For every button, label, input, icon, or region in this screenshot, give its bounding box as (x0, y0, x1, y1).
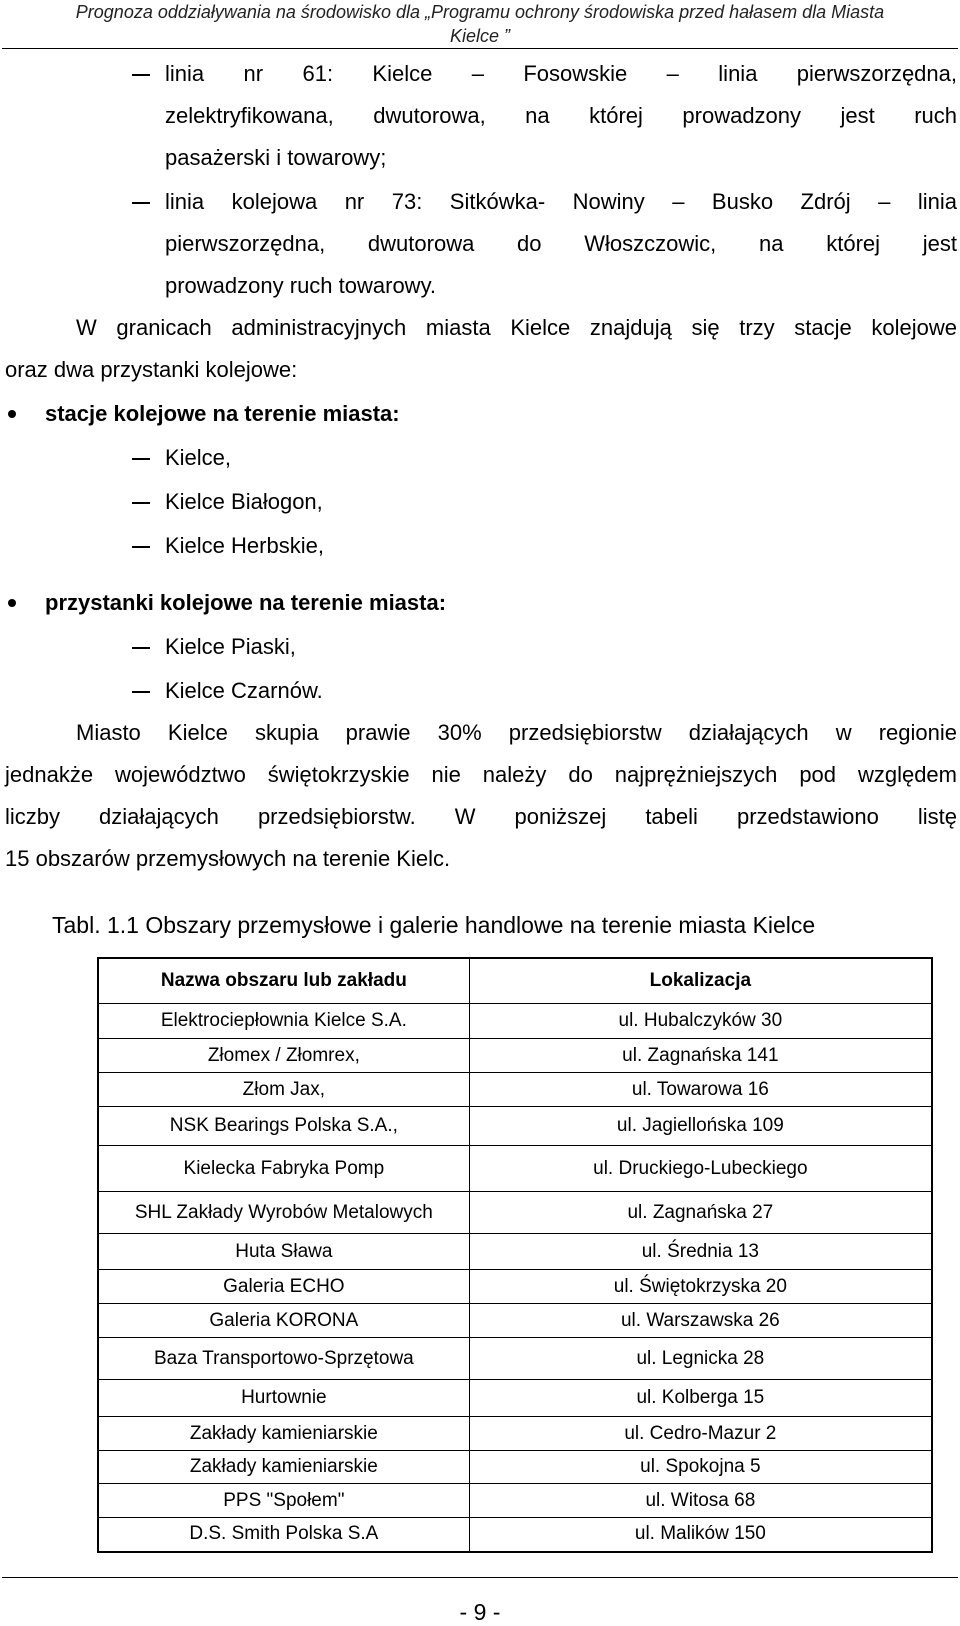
dash-marker (132, 202, 150, 204)
table-row (98, 1146, 932, 1192)
dash-marker (132, 74, 150, 76)
table-row (98, 1338, 932, 1380)
rail-line-1-text-3: pasażerski i towarowy; (165, 145, 387, 170)
table-caption: Tabl. 1.1 Obszary przemysłowe i galerie handlowe na terenie miasta Kielce (52, 912, 816, 938)
dash-marker (132, 647, 150, 649)
cell-name: NSK Bearings Polska S.A., (98, 1107, 469, 1146)
cell-name: Galeria ECHO (98, 1270, 469, 1304)
table-row (98, 1451, 932, 1484)
paragraph-1-line-1: W granicach administracyjnych miasta Kielce znajdują się trzy stacje kolejowe (76, 315, 957, 340)
table-row (98, 1270, 932, 1304)
cell-location: ul. Spokojna 5 (469, 1451, 932, 1484)
cell-location: ul. Kolberga 15 (469, 1380, 932, 1417)
cell-location: ul. Świętokrzyska 20 (469, 1270, 932, 1304)
cell-name: Zakłady kamieniarskie (98, 1451, 469, 1484)
paragraph-2-line-1: Miasto Kielce skupia prawie 30% przedsiębiorstw działających w regionie (76, 720, 957, 745)
page-header (0, 0, 960, 48)
column-header-location: Lokalizacja (469, 958, 932, 1004)
rail-line-1-text-2: zelektryfikowana, dwutorowa, na której prowadzony jest ruch (165, 103, 957, 128)
table-row (98, 1073, 932, 1107)
station-item: Kielce Białogon, (165, 489, 323, 514)
cell-name: Elektrociepłownia Kielce S.A. (98, 1004, 469, 1039)
cell-name: Hurtownie (98, 1380, 469, 1417)
cell-location: ul. Cedro-Mazur 2 (469, 1417, 932, 1451)
cell-location: ul. Jagiellońska 109 (469, 1107, 932, 1146)
cell-location: ul. Średnia 13 (469, 1234, 932, 1270)
paragraph-2-line-3: liczby działających przedsiębiorstw. W poniższej tabeli przedstawiono listę (5, 804, 957, 829)
cell-location: ul. Malików 150 (469, 1518, 932, 1552)
paragraph-2-line-2: jednakże województwo świętokrzyskie nie należy do najprężniejszych pod względem (5, 762, 957, 787)
cell-name: Galeria KORONA (98, 1304, 469, 1338)
header-line-2: Kielce ” (449, 26, 511, 46)
rail-line-2-text-3: prowadzony ruch towarowy. (165, 273, 437, 298)
dash-marker (132, 546, 150, 548)
cell-name: Złom Jax, (98, 1073, 469, 1107)
page-number: - 9 - (459, 1599, 501, 1625)
table-row (98, 1304, 932, 1338)
table-header-row (98, 958, 932, 1004)
table-row (98, 1417, 932, 1451)
cell-location: ul. Zagnańska 27 (469, 1192, 932, 1234)
cell-location: ul. Zagnańska 141 (469, 1039, 932, 1073)
rail-line-2-text-2: pierwszorzędna, dwutorowa do Włoszczowic, na której jest (165, 231, 957, 256)
dash-marker (132, 502, 150, 504)
table-row (98, 1039, 932, 1073)
rail-line-2-text-1: linia kolejowa nr 73: Sitkówka- Nowiny – Busko Zdrój – linia (165, 189, 957, 214)
column-header-name: Nazwa obszaru lub zakładu (98, 958, 469, 1004)
table-row (98, 1518, 932, 1552)
stations-heading: stacje kolejowe na terenie miasta: (45, 401, 400, 426)
table-row (98, 1380, 932, 1417)
cell-location: ul. Witosa 68 (469, 1484, 932, 1518)
table-row (98, 1484, 932, 1518)
table-row (98, 1192, 932, 1234)
table-row (98, 1107, 932, 1146)
cell-name: PPS "Społem" (98, 1484, 469, 1518)
stop-item: Kielce Czarnów. (165, 678, 323, 703)
cell-name: Kielecka Fabryka Pomp (98, 1146, 469, 1192)
paragraph-1-line-2: oraz dwa przystanki kolejowe: (5, 357, 298, 382)
footer-rule (2, 1577, 958, 1578)
table-row (98, 1004, 932, 1039)
stop-item: Kielce Piaski, (165, 634, 296, 659)
paragraph-2-line-4: 15 obszarów przemysłowych na terenie Kielc. (5, 846, 451, 871)
cell-name: Zakłady kamieniarskie (98, 1417, 469, 1451)
cell-name: Huta Sława (98, 1234, 469, 1270)
industrial-areas-table (97, 957, 933, 1553)
cell-location: ul. Druckiego-Lubeckiego (469, 1146, 932, 1192)
dash-marker (132, 458, 150, 460)
cell-name: D.S. Smith Polska S.A (98, 1518, 469, 1552)
bullet-icon (8, 599, 16, 607)
station-item: Kielce Herbskie, (165, 533, 324, 558)
cell-location: ul. Towarowa 16 (469, 1073, 932, 1107)
cell-name: SHL Zakłady Wyrobów Metalowych (98, 1192, 469, 1234)
stops-heading: przystanki kolejowe na terenie miasta: (45, 590, 447, 615)
dash-marker (132, 691, 150, 693)
rail-line-1-text-1: linia nr 61: Kielce – Fosowskie – linia pierwszorzędna, (165, 61, 957, 86)
table-row (98, 1234, 932, 1270)
header-rule (2, 48, 958, 49)
bullet-icon (8, 410, 16, 418)
cell-location: ul. Legnicka 28 (469, 1338, 932, 1380)
cell-location: ul. Hubalczyków 30 (469, 1004, 932, 1039)
cell-location: ul. Warszawska 26 (469, 1304, 932, 1338)
cell-name: Złomex / Złomrex, (98, 1039, 469, 1073)
header-line-1: Prognoza oddziaływania na środowisko dla „Programu ochrony środowiska przed hałasem dla Miasta (75, 2, 885, 22)
cell-name: Baza Transportowo-Sprzętowa (98, 1338, 469, 1380)
station-item: Kielce, (165, 445, 232, 470)
